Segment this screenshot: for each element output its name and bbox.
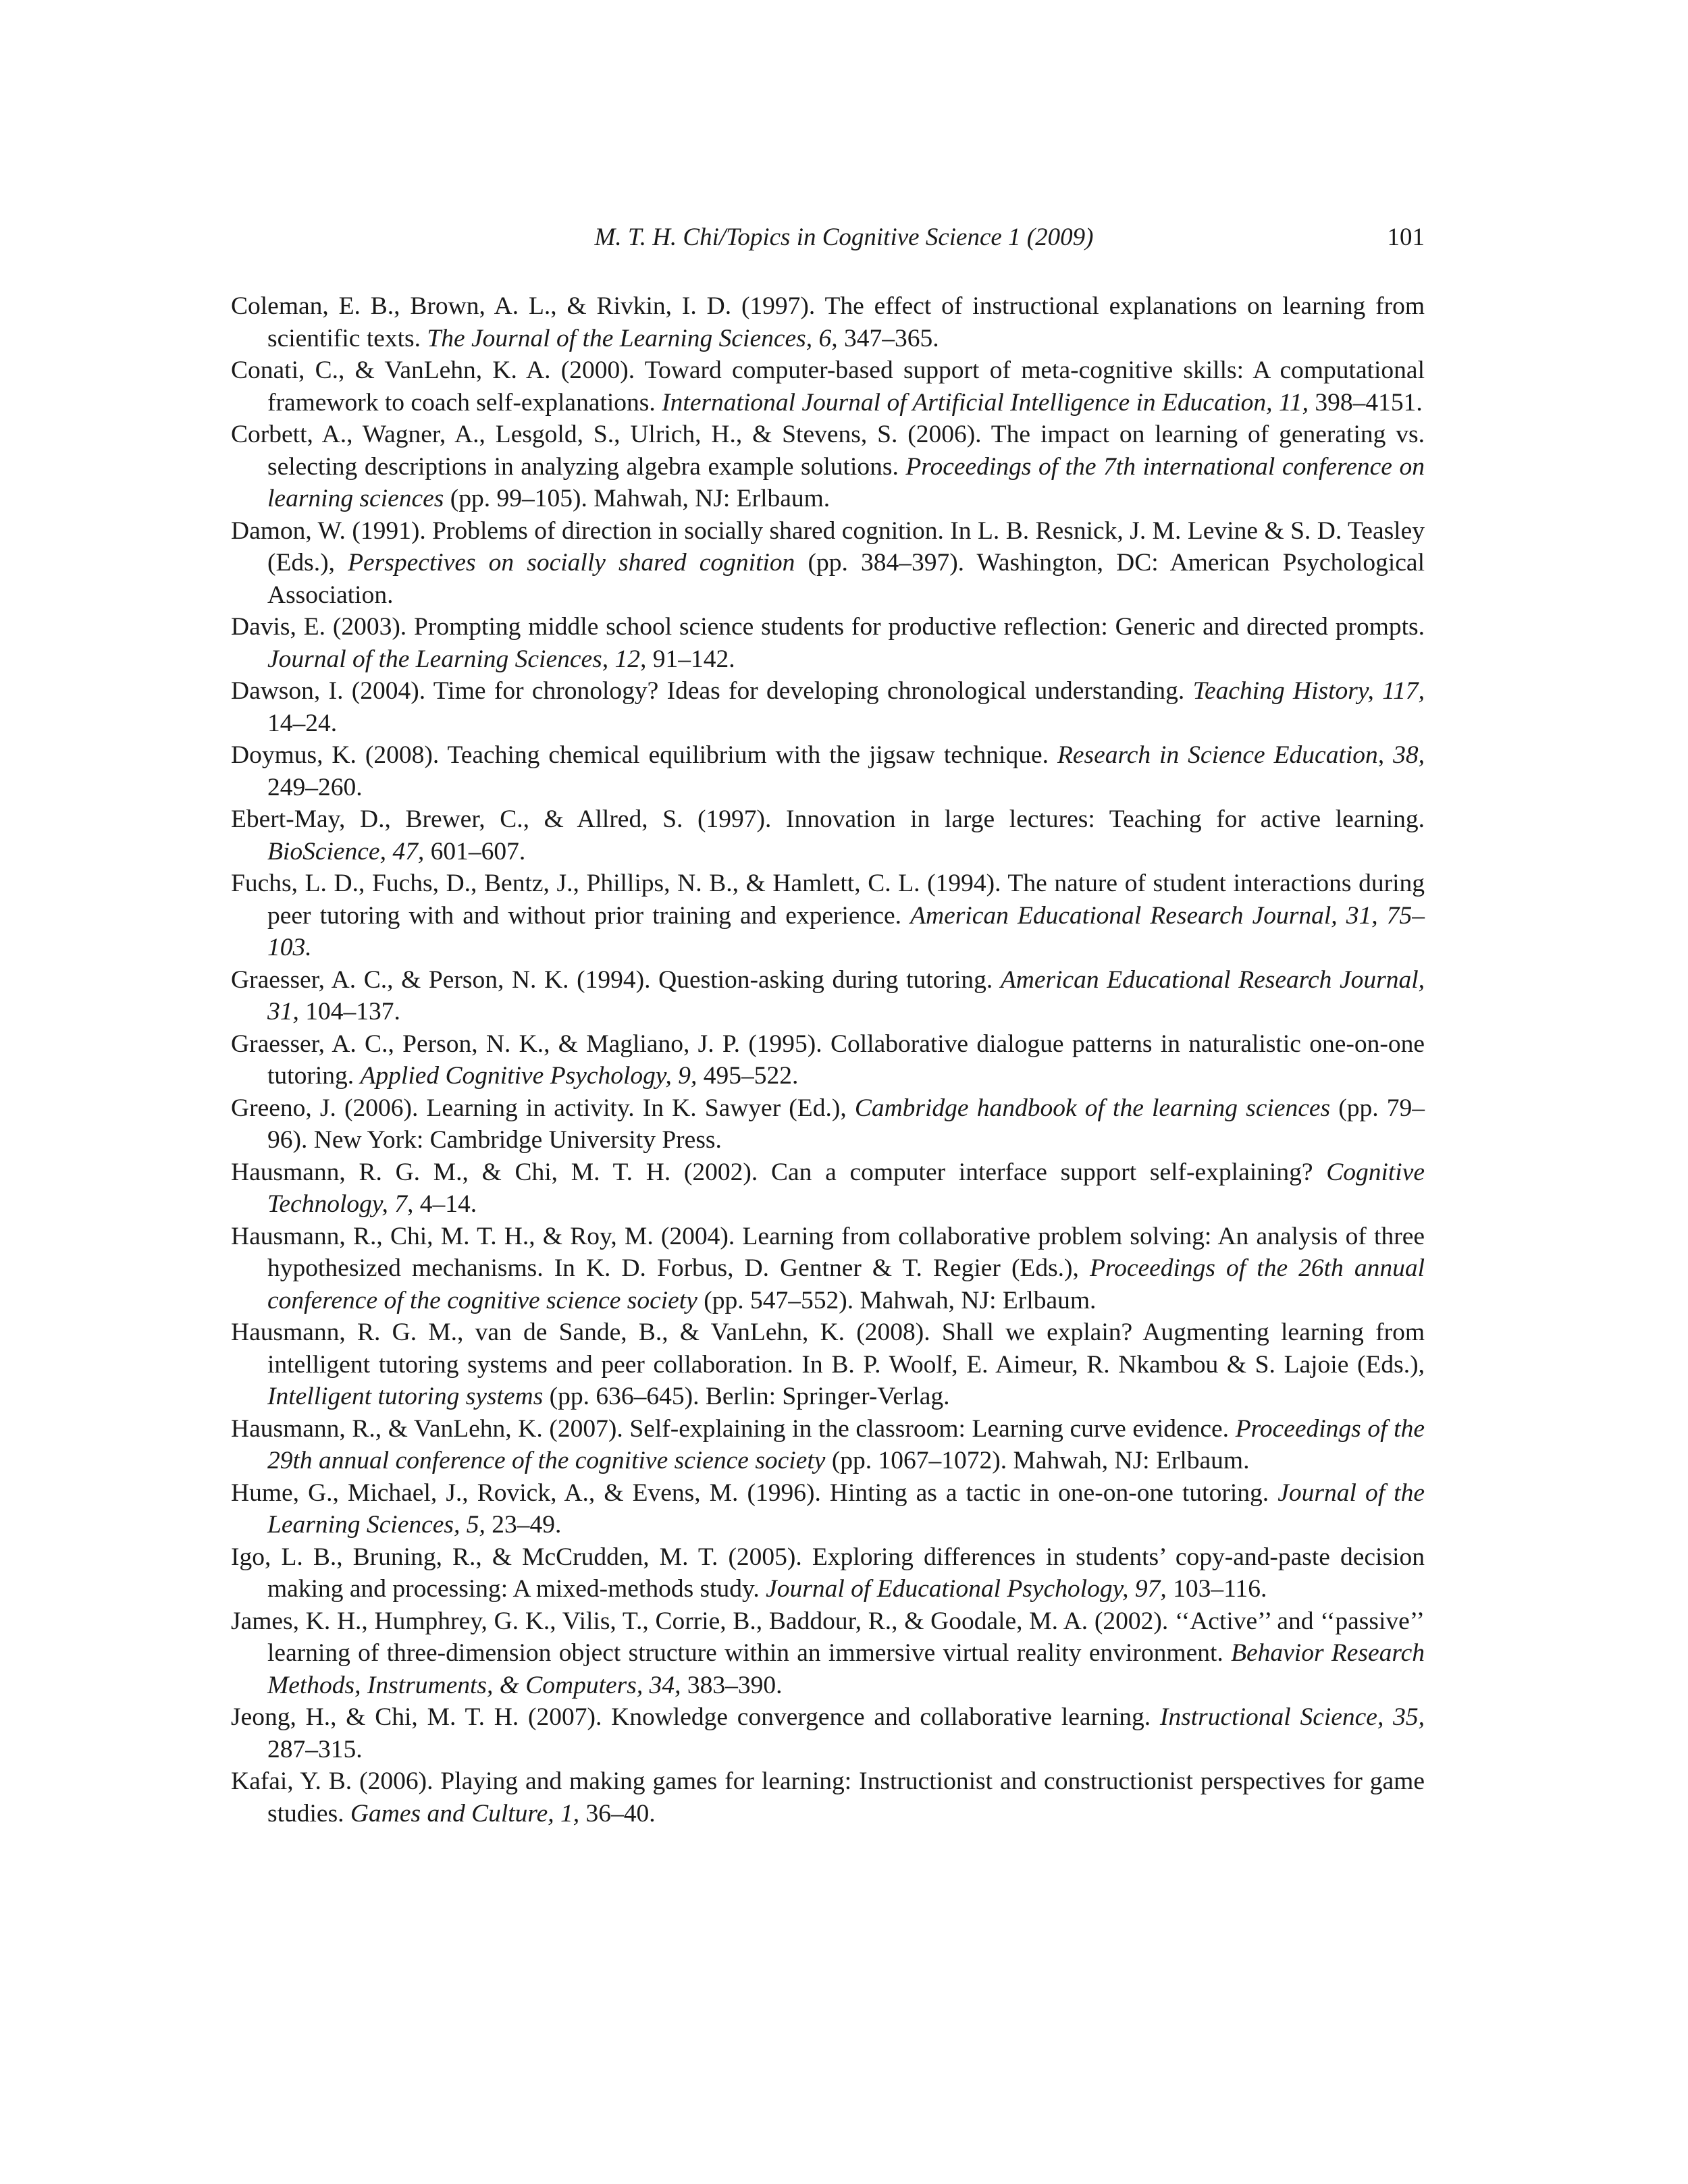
reference-source: Behavior Research Methods, Instruments, & Computers, 34, — [267, 1639, 1425, 1699]
reference-entry — [231, 1765, 1425, 1830]
page-number: 101 — [1387, 223, 1425, 251]
reference-text: Fuchs, L. D., Fuchs, D., Bentz, J., Phillips, N. B., & Hamlett, C. L. (1994). The nature of student interactions during peer tutoring with and without prior training and experience. — [231, 870, 1425, 930]
reference-pages: (pp. 384–397). Washington, DC: American Psychological Association. — [267, 549, 1425, 609]
reference-text: Graesser, A. C., Person, N. K., & Magliano, J. P. (1995). Collaborative dialogue patterns in naturalistic one-on-one tutoring. — [231, 1030, 1425, 1090]
reference-text: Davis, E. (2003). Prompting middle school science students for productive reflection: Generic and directed prompts. — [231, 613, 1425, 641]
reference-entry — [231, 515, 1425, 612]
reference-text: Hausmann, R., & VanLehn, K. (2007). Self-explaining in the classroom: Learning curve evidence. — [231, 1414, 1236, 1443]
reference-source: Applied Cognitive Psychology, 9, — [360, 1062, 697, 1090]
reference-source: Perspectives on socially shared cognition — [348, 549, 795, 577]
reference-text: Igo, L. B., Bruning, R., & McCrudden, M. T. (2005). Exploring differences in students’ copy-and-paste decision making and processing: A mixed-methods study. — [231, 1543, 1425, 1603]
reference-entry — [231, 675, 1425, 739]
reference-source: Proceedings of the 26th annual conference of the cognitive science society — [267, 1254, 1425, 1314]
reference-pages: 91–142. — [646, 645, 735, 673]
reference-entry — [231, 1701, 1425, 1765]
reference-source: The Journal of the Learning Sciences, 6, — [427, 324, 838, 352]
reference-source: Research in Science Education, 38, — [1057, 741, 1425, 769]
reference-source: Cambridge handbook of the learning sciences — [854, 1094, 1331, 1122]
reference-source: Journal of Educational Psychology, 97, — [766, 1575, 1167, 1603]
reference-source: BioScience, 47, — [267, 837, 425, 865]
reference-text: Hausmann, R. G. M., & Chi, M. T. H. (2002). Can a computer interface support self-explaining? — [231, 1158, 1327, 1186]
reference-text: Greeno, J. (2006). Learning in activity. In K. Sawyer (Ed.), — [231, 1094, 855, 1122]
reference-text: Jeong, H., & Chi, M. T. H. (2007). Knowledge convergence and collaborative learning. — [231, 1703, 1160, 1731]
reference-pages: 103–116. — [1166, 1575, 1267, 1603]
reference-pages: 383–390. — [681, 1671, 783, 1699]
reference-entry — [231, 1316, 1425, 1413]
reference-source: International Journal of Artificial Intelligence in Education, 11, — [662, 388, 1309, 417]
reference-pages: (pp. 636–645). Berlin: Springer-Verlag. — [543, 1383, 950, 1410]
reference-source: Cognitive Technology, 7, — [267, 1158, 1425, 1218]
reference-text: Damon, W. (1991). Problems of direction in socially shared cognition. In L. B. Resnick, J. M. Levine & S. D. Teasley (Eds.), — [231, 516, 1425, 577]
reference-entry — [231, 803, 1425, 868]
reference-source: Intelligent tutoring systems — [267, 1383, 544, 1410]
reference-entry — [231, 1028, 1425, 1092]
reference-pages: 347–365. — [837, 324, 939, 352]
reference-text: Coleman, E. B., Brown, A. L., & Rivkin, I. D. (1997). The effect of instructional explanations on learning from scientific texts. — [231, 292, 1425, 352]
reference-pages: (pp. 79–96). New York: Cambridge University Press. — [267, 1094, 1425, 1154]
reference-entry — [231, 1221, 1425, 1317]
reference-pages: 23–49. — [485, 1511, 562, 1539]
reference-entry — [231, 1477, 1425, 1541]
reference-pages: (pp. 99–105). Mahwah, NJ: Erlbaum. — [444, 485, 830, 512]
reference-entry — [231, 739, 1425, 803]
reference-entry — [231, 1156, 1425, 1221]
reference-text: Hausmann, R. G. M., van de Sande, B., & VanLehn, K. (2008). Shall we explain? Augmenting learning from intelligent tutoring systems and peer collaboration. In B. P. Woolf, E. Aimeur, R. Nkambou & S. Lajoie (Eds.), — [231, 1319, 1425, 1379]
reference-source: Proceedings of the 7th international conference on learning sciences — [267, 452, 1425, 512]
reference-entry — [231, 868, 1425, 964]
reference-pages: 14–24. — [267, 709, 338, 737]
reference-pages: 287–315. — [267, 1735, 363, 1763]
reference-source: Games and Culture, 1, — [350, 1799, 580, 1828]
reference-source: Teaching History, 117, — [1192, 677, 1425, 705]
reference-pages: 36–40. — [579, 1799, 656, 1828]
reference-text: Hume, G., Michael, J., Rovick, A., & Evens, M. (1996). Hinting as a tactic in one-on-one tutoring. — [231, 1479, 1278, 1507]
page-header — [0, 217, 1688, 258]
reference-pages: 495–522. — [697, 1062, 799, 1090]
reference-list — [231, 290, 1425, 1830]
reference-source: Journal of the Learning Sciences, 5, — [267, 1479, 1425, 1539]
reference-text: Hausmann, R., Chi, M. T. H., & Roy, M. (2004). Learning from collaborative problem solving: An analysis of three hypothesized mechanisms. In K. D. Forbus, D. Gentner & T. Regier (Eds.), — [231, 1222, 1425, 1282]
reference-text: Doymus, K. (2008). Teaching chemical equilibrium with the jigsaw technique. — [231, 741, 1057, 769]
reference-entry — [231, 354, 1425, 419]
reference-entry — [231, 611, 1425, 675]
reference-pages: 249–260. — [267, 773, 363, 801]
reference-text: Conati, C., & VanLehn, K. A. (2000). Toward computer-based support of meta-cognitive skills: A computational framework to coach self-explanations. — [231, 356, 1425, 417]
reference-text: Dawson, I. (2004). Time for chronology? Ideas for developing chronological understanding. — [231, 677, 1193, 705]
reference-entry — [231, 1413, 1425, 1477]
reference-source: Proceedings of the 29th annual conference of the cognitive science society — [267, 1414, 1425, 1474]
reference-entry — [231, 964, 1425, 1028]
reference-text: Corbett, A., Wagner, A., Lesgold, S., Ulrich, H., & Stevens, S. (2006). The impact on learning of generating vs. selecting descriptions in analyzing algebra example solutions. — [231, 421, 1425, 481]
reference-text: James, K. H., Humphrey, G. K., Vilis, T., Corrie, B., Baddour, R., & Goodale, M. A. (2002). ‘‘Active’’ and ‘‘passive’’ learning of three-dimension object structure within an immersive virtual reality environment. — [231, 1607, 1425, 1667]
reference-entry — [231, 1605, 1425, 1702]
reference-pages: 601–607. — [424, 837, 526, 865]
reference-entry — [231, 1092, 1425, 1156]
reference-entry — [231, 290, 1425, 354]
reference-pages: 4–14. — [413, 1190, 477, 1218]
running-head: M. T. H. Chi/Topics in Cognitive Science 1 (2009) — [594, 223, 1094, 251]
reference-text: Ebert-May, D., Brewer, C., & Allred, S. (1997). Innovation in large lectures: Teaching for active learning. — [231, 805, 1425, 833]
reference-source: Instructional Science, 35, — [1159, 1703, 1425, 1731]
reference-pages: (pp. 547–552). Mahwah, NJ: Erlbaum. — [697, 1286, 1097, 1314]
reference-text: Kafai, Y. B. (2006). Playing and making games for learning: Instructionist and constructionist perspectives for game studies. — [231, 1767, 1425, 1828]
reference-pages: 398–4151. — [1309, 388, 1423, 417]
reference-entry — [231, 419, 1425, 515]
reference-source: American Educational Research Journal, 31, 75–103. — [267, 901, 1425, 961]
reference-text: Graesser, A. C., & Person, N. K. (1994). Question-asking during tutoring. — [231, 965, 1001, 994]
reference-pages: (pp. 1067–1072). Mahwah, NJ: Erlbaum. — [825, 1447, 1250, 1474]
reference-pages: 104–137. — [298, 998, 400, 1026]
reference-source: Journal of the Learning Sciences, 12, — [267, 645, 647, 673]
reference-source: American Educational Research Journal, 31, — [267, 965, 1425, 1026]
reference-entry — [231, 1541, 1425, 1605]
